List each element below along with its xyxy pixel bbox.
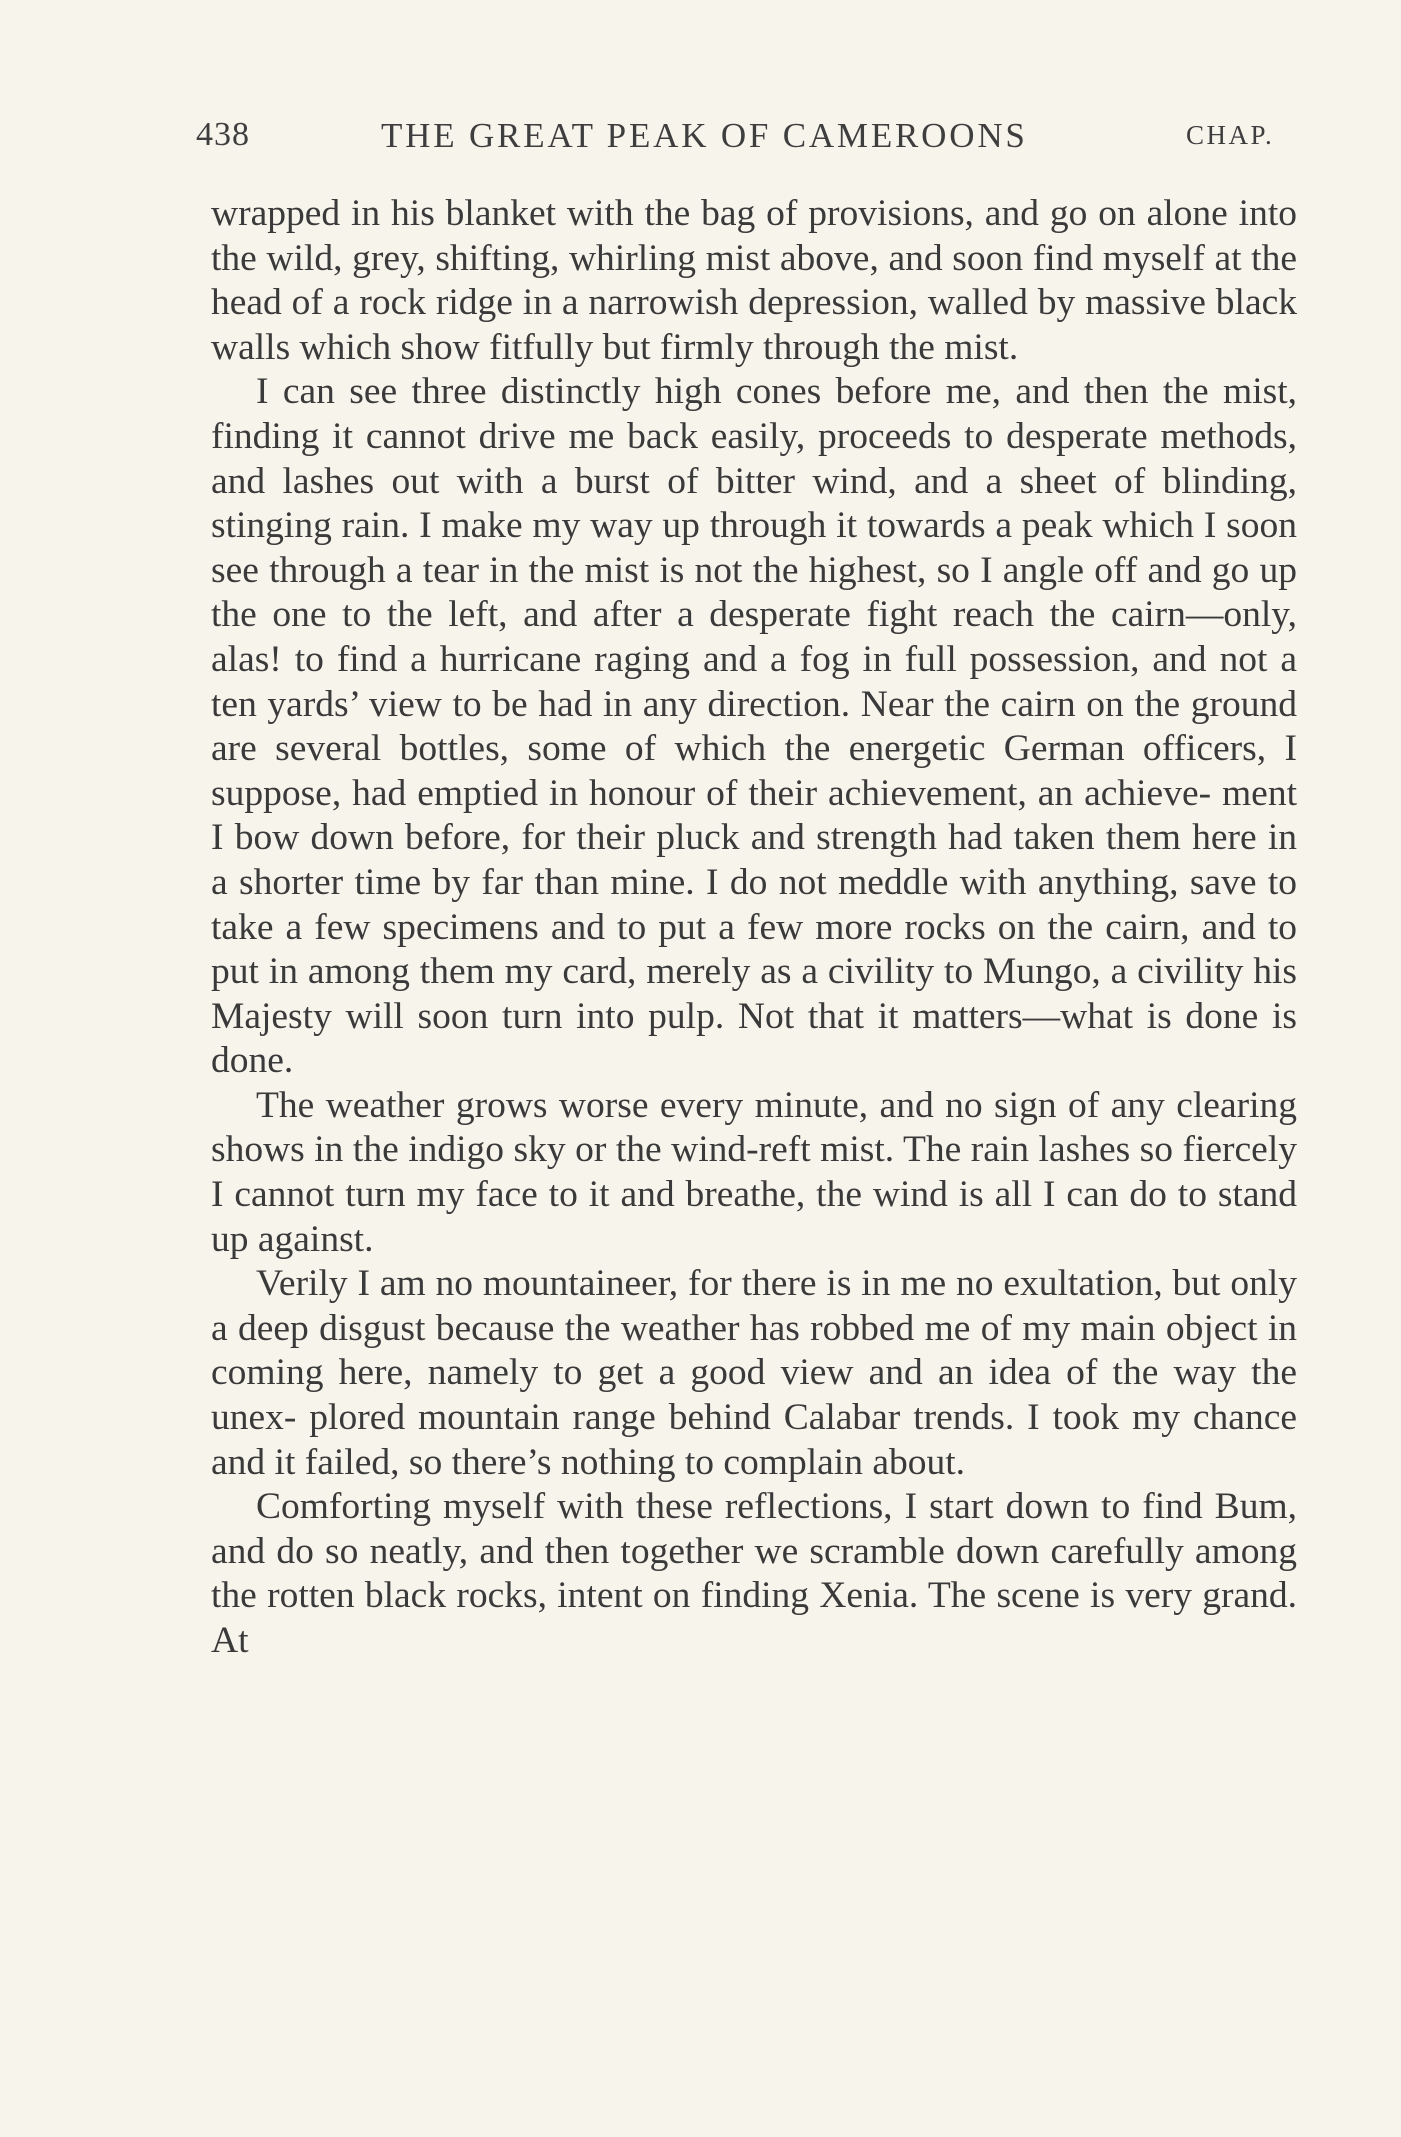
paragraph: I can see three distinctly high cones before me, and then the mist, finding it cannot drive me back easily, proceeds to desperate methods, and lashes out with a burst of bitter wind, and a sheet of blinding, stinging rain. I make my way up through it towards a peak which I soon see through a tear in the mist is not the highest, so I angle off and go up the one to the left, and after a desperate fight reach the cairn—only, alas! to find a hurricane raging and a fog in full possession, and not a ten yards’ view to be had in any direction. Near the cairn on the ground are several bottles, some of which the energetic German officers, I suppose, had emptied in honour of their achievement, an achieve- ment I bow down before, for their pluck and strength had taken them here in a shorter time by far than mine. I do not meddle with anything, save to take a few specimens and to put a few more rocks on the cairn, and to put in among them my card, merely as a civility to Mungo, a civility his Majesty will soon turn into pulp. Not that it matters—what is done is done. xyxy=(211,371,1297,1082)
chapter-label: CHAP. xyxy=(1186,120,1275,150)
running-head xyxy=(196,110,1296,160)
body-text xyxy=(211,192,1297,1664)
paragraph: wrapped in his blanket with the bag of provisions, and go on alone into the wild, grey, shifting, whirling mist above, and soon find myself at the head of a rock ridge in a narrowish depression, walled by massive black walls which show fitfully but firmly through the mist. xyxy=(211,193,1297,368)
page-number: 438 xyxy=(196,116,250,153)
paragraph: Verily I am no mountaineer, for there is in me no exultation, but only a deep disgust because the weather has robbed me of my main object in coming here, namely to get a good view and an idea of the way the unex- plored mountain range behind Calabar trends. I took my chance and it failed, so there’s nothing to complain about. xyxy=(211,1263,1297,1483)
paragraph: The weather grows worse every minute, and no sign of any clearing shows in the indigo sky or the wind-reft mist. The rain lashes so fiercely I cannot turn my face to it and breathe, the wind is all I can do to stand up against. xyxy=(211,1084,1297,1260)
running-title: THE GREAT PEAK OF CAMEROONS xyxy=(381,116,1028,155)
paragraph: Comforting myself with these reflections, I start down to find Bum, and do so neatly, and then together we scramble down carefully among the rotten black rocks, intent on finding Xenia. The scene is very grand. At xyxy=(211,1486,1297,1661)
